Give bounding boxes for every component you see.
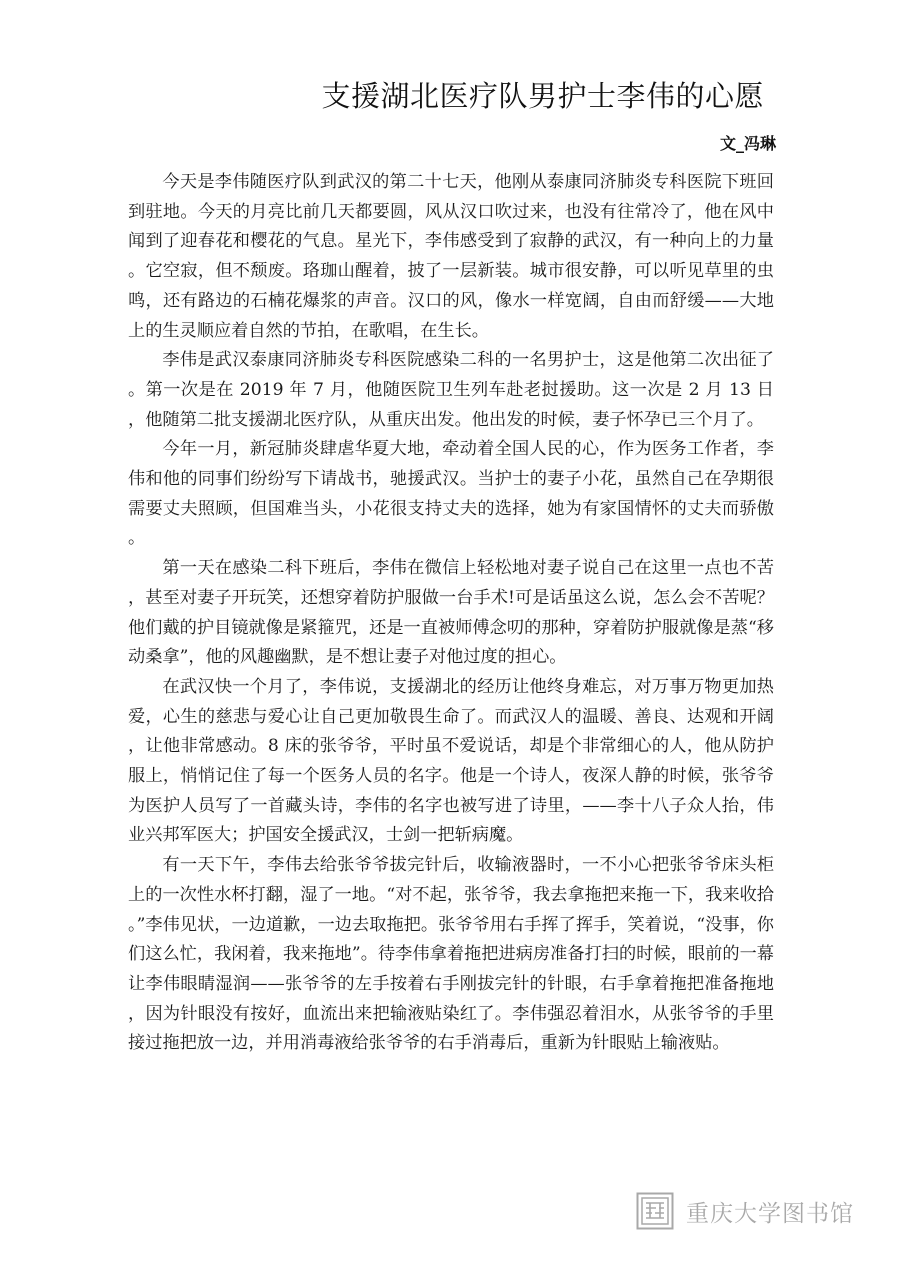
article-author: 文_冯琳	[719, 134, 776, 153]
paragraph: 第一天在感染二科下班后，李伟在微信上轻松地对妻子说自己在这里一点也不苦，甚至对妻子开玩笑，还想穿着防护服做一台手术!可是话虽这么说，怎么会不苦呢？他们戴的护目镜就像是紧箍咒，还是一直被师傅念叨的那种，穿着防护服就像是蒸“移动桑拿”，他的风趣幽默，是不想让妻子对他过度的担心。	[128, 558, 774, 668]
paragraph: 有一天下午，李伟去给张爷爷拔完针后，收输液器时，一不小心把张爷爷床头柜上的一次性水杯打翻，湿了一地。“对不起，张爷爷，我去拿拖把来拖一下，我来收拾。”李伟见状，一边道歉，一边去取拖把。张爷爷用右手挥了挥手，笑着说，“没事，你们这么忙，我闲着，我来拖地”。待李伟拿着拖把进病房准备打扫的时候，眼前的一幕让李伟眼睛湿润——张爷爷的左手按着右手刚拔完针的针眼，右手拿着拖把准备拖地，因为针眼没有按好，血流出来把输液贴染红了。李伟强忍着泪水，从张爷爷的手里接过拖把放一边，并用消毒液给张爷爷的右手消毒后，重新为针眼贴上输液贴。	[128, 855, 774, 1054]
paragraph: 李伟是武汉泰康同济肺炎专科医院感染二科的一名男护士，这是他第二次出征了。第一次是在 2019 年 7 月，他随医院卫生列车赴老挝援助。这一次是 2 月 13 日，他随第二批支援湖北医疗队，从重庆出发。他出发的时候，妻子怀孕已三个月了。	[128, 350, 774, 430]
library-seal-icon	[636, 1192, 674, 1230]
article-body	[128, 168, 774, 1059]
paragraph: 今天是李伟随医疗队到武汉的第二十七天，他刚从泰康同济肺炎专科医院下班回到驻地。今天的月亮比前几天都要圆，风从汉口吹过来，也没有往常冷了，他在风中闻到了迎春花和樱花的气息。星光下，李伟感受到了寂静的武汉，有一种向上的力量。它空寂，但不颓废。珞珈山醒着，披了一层新装。城市很安静，可以听见草里的虫鸣，还有路边的石楠花爆浆的声音。汉口的风，像水一样宽阔，自由而舒缓——大地上的生灵顺应着自然的节拍，在歌唱，在生长。	[128, 172, 774, 341]
paragraph: 在武汉快一个月了，李伟说，支援湖北的经历让他终身难忘，对万事万物更加热爱，心生的慈悲与爱心让自己更加敬畏生命了。而武汉人的温暖、善良、达观和开阔，让他非常感动。8 床的张爷爷，平时虽不爱说话，却是个非常细心的人，他从防护服上，悄悄记住了每一个医务人员的名字。他是一个诗人，夜深人静的时候，张爷爷为医护人员写了一首藏头诗，李伟的名字也被写进了诗里，——李十八子众人抬，伟业兴邦军医大；护国安全援武汉，士剑一把斩病魔。	[128, 676, 774, 846]
article-title: 支援湖北医疗队男护士李伟的心愿	[321, 79, 764, 113]
watermark-text: 重庆大学图书馆	[686, 1200, 854, 1227]
library-watermark	[636, 1192, 854, 1230]
paragraph: 今年一月，新冠肺炎肆虐华夏大地，牵动着全国人民的心，作为医务工作者，李伟和他的同事们纷纷写下请战书，驰援武汉。当护士的妻子小花，虽然自己在孕期很需要丈夫照顾，但国难当头，小花很支持丈夫的选择，她为有家国情怀的丈夫而骄傲。	[128, 439, 774, 549]
